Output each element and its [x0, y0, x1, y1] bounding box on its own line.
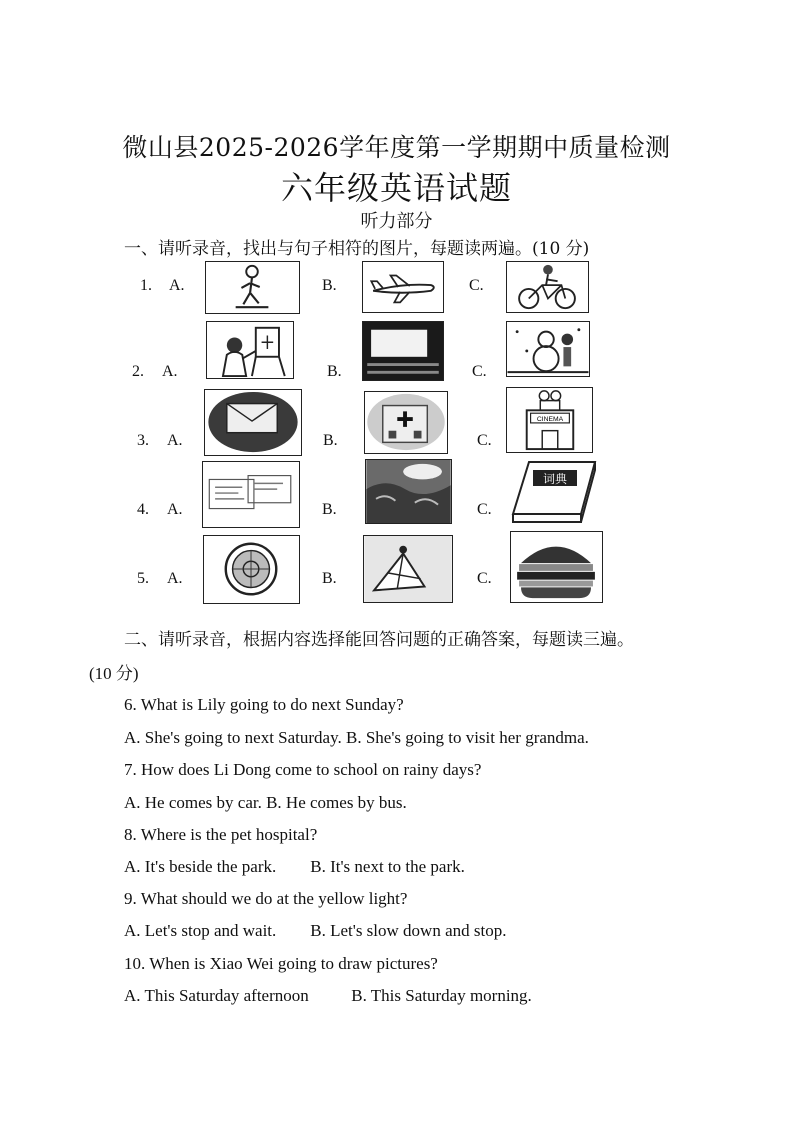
answer-options: A. Let's stop and wait. B. Let's slow down and stop.	[124, 921, 507, 940]
option-c-label: C.	[477, 432, 492, 449]
option-c-label: C.	[477, 501, 492, 518]
option-b-label: B.	[322, 570, 337, 587]
mooncake-icon	[203, 535, 300, 604]
question-text: 10. When is Xiao Wei going to draw pictures?	[124, 954, 438, 973]
listening-part-heading: 听力部分	[360, 211, 433, 232]
girl-painting-icon	[206, 321, 294, 379]
section2-score: (10 分)	[89, 664, 139, 683]
question-text: 9. What should we do at the yellow light?	[124, 889, 408, 908]
exam-title-line1: 微山县2025-2026学年度第一学期期中质量检测	[122, 133, 671, 162]
cinema-building-icon	[506, 387, 593, 453]
ticket-card-icon	[202, 461, 300, 528]
option-c-label: C.	[477, 570, 492, 587]
question-text: 8. Where is the pet hospital?	[124, 825, 318, 844]
airplane-icon	[362, 261, 444, 313]
question-number: 2.	[132, 363, 144, 380]
option-b-label: B.	[323, 432, 338, 449]
question-text: 7. How does Li Dong come to school on rainy days?	[124, 760, 482, 779]
question-number: 4.	[137, 501, 149, 518]
option-a-label: A.	[167, 432, 183, 449]
option-b-label: B.	[322, 501, 337, 518]
option-b-label: B.	[322, 277, 337, 294]
question-number: 3.	[137, 432, 149, 449]
option-c-label: C.	[472, 363, 487, 380]
person-riding-bike-icon	[506, 261, 589, 313]
cinema-sign-text: CINEMA	[536, 415, 564, 423]
rice-dumpling-icon	[363, 535, 453, 603]
answer-options: A. She's going to next Saturday. B. She's going to visit her grandma.	[124, 728, 589, 747]
answer-options: A. He comes by car. B. He comes by bus.	[124, 793, 407, 812]
option-a-label: A.	[167, 570, 183, 587]
section2-instruction: 二、请听录音，根据内容选择能回答问题的正确答案，每题读三遍。	[124, 630, 634, 650]
hamburger-icon	[510, 531, 603, 603]
book-cover-icon	[365, 459, 452, 524]
dictionary-title-text: 词典	[542, 472, 568, 486]
section1-instruction: 一、请听录音，找出与句子相符的图片，每题读两遍。(10 分)	[124, 239, 590, 259]
dictionary-icon	[509, 458, 598, 526]
snowman-icon	[506, 321, 590, 377]
question-number: 5.	[137, 570, 149, 587]
person-walking-icon	[205, 261, 300, 314]
option-a-label: A.	[169, 277, 185, 294]
cinema-seats-icon	[362, 321, 444, 381]
envelope-icon	[204, 389, 302, 456]
option-c-label: C.	[469, 277, 484, 294]
answer-options: A. This Saturday afternoon B. This Saturday morning.	[124, 986, 532, 1005]
question-number: 1.	[140, 277, 152, 294]
option-b-label: B.	[327, 363, 342, 380]
question-text: 6. What is Lily going to do next Sunday?	[124, 695, 404, 714]
hospital-icon	[364, 391, 448, 454]
exam-title-line2: 六年级英语试题	[280, 169, 512, 207]
answer-options: A. It's beside the park. B. It's next to the park.	[124, 857, 465, 876]
option-a-label: A.	[167, 501, 183, 518]
option-a-label: A.	[162, 363, 178, 380]
